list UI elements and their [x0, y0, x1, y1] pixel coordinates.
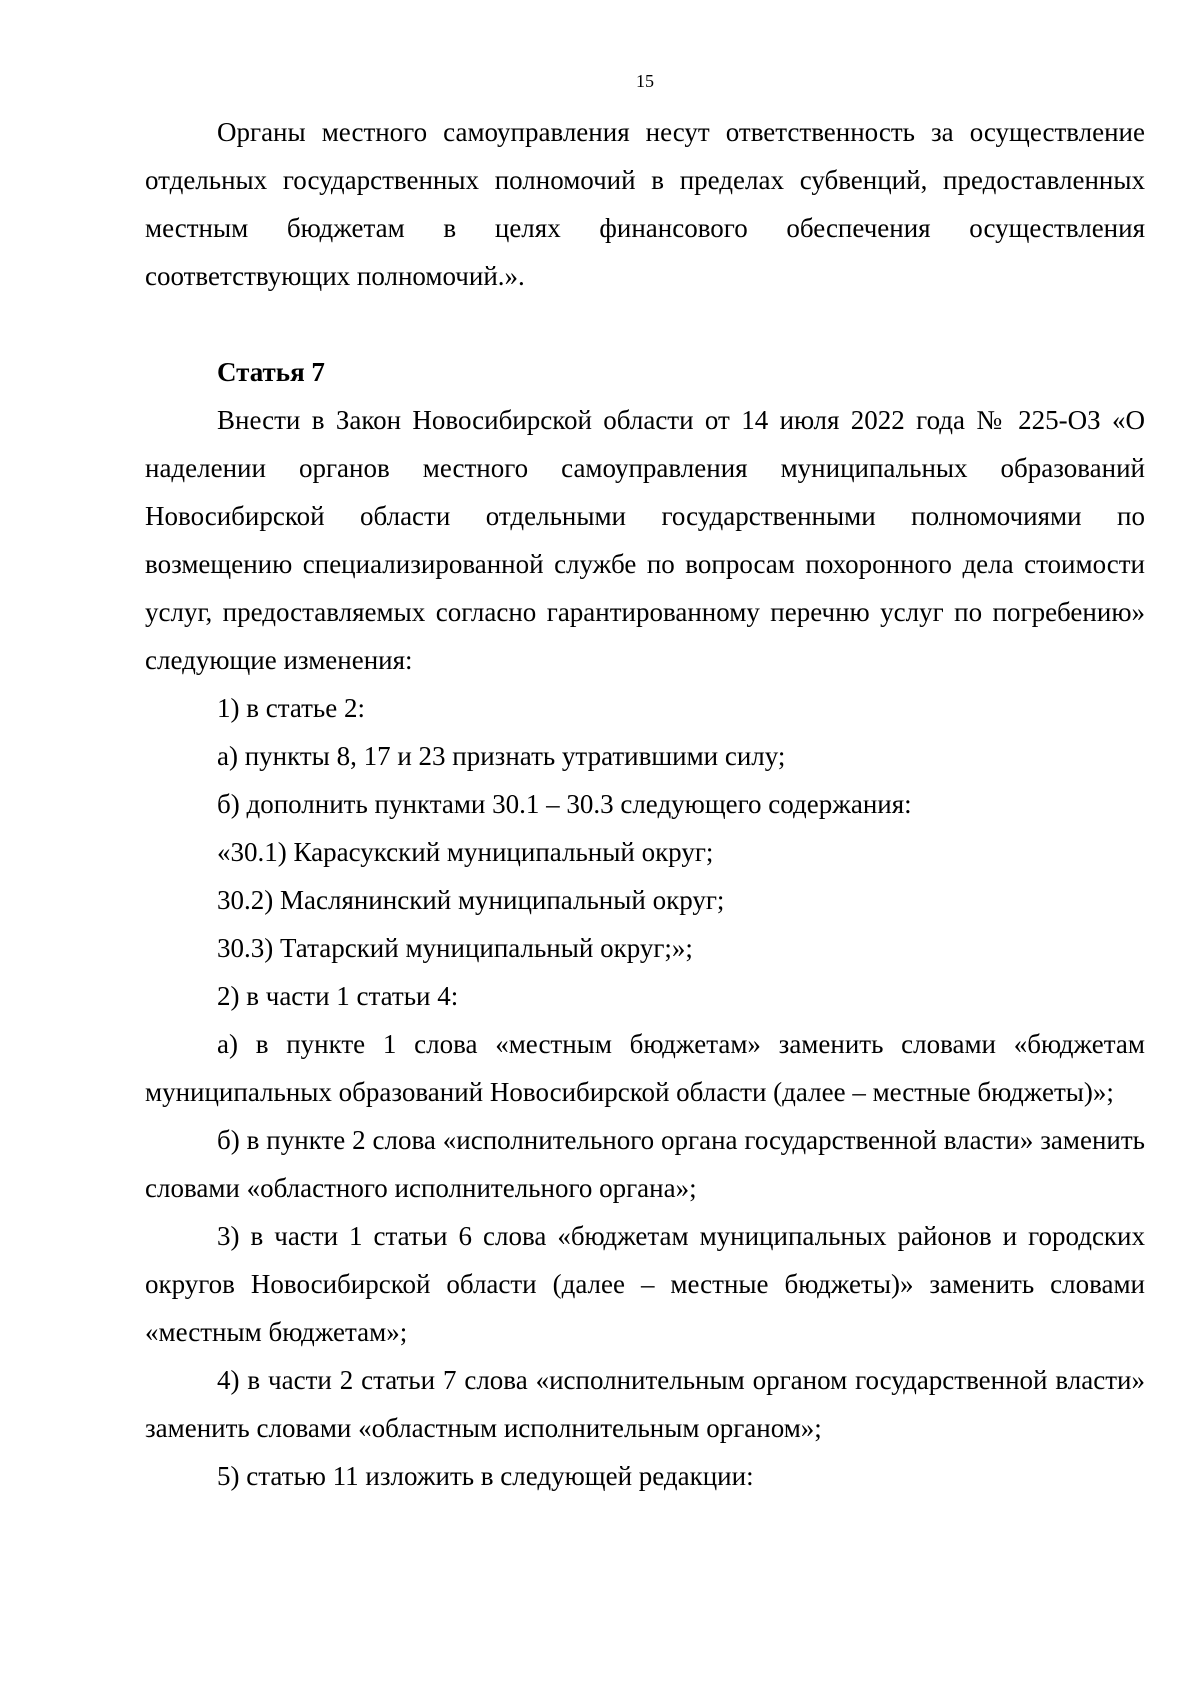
article-heading: Статья 7 [217, 357, 325, 387]
list-item-5: 5) статью 11 изложить в следующей редакции: [217, 1461, 754, 1491]
list-item-3: 3) в части 1 статьи 6 слова «бюджетам муниципальных районов и городских округов Новосибирской области (далее – местные бюджеты)» заменить словами «местным бюджетам»; [145, 1221, 1145, 1347]
paragraph-responsibility: Органы местного самоуправления несут ответственность за осуществление отдельных государственных полномочий в пределах субвенций, предоставленных местным бюджетам в целях финансового обеспечения осуществления соответствующих полномочий.». [145, 117, 1145, 291]
list-item-1b: б) дополнить пунктами 30.1 – 30.3 следующего содержания: [217, 789, 912, 819]
list-item-2a: а) в пункте 1 слова «местным бюджетам» заменить словами «бюджетам муниципальных образований Новосибирской области (далее – местные бюджеты)»; [145, 1029, 1145, 1107]
document-body [145, 108, 1145, 1500]
list-item-30-1: «30.1) Карасукский муниципальный округ; [217, 837, 714, 867]
list-item-1: 1) в статье 2: [217, 693, 365, 723]
paragraph-amendment-intro: Внести в Закон Новосибирской области от 14 июля 2022 года № 225-ОЗ «О наделении органов местного самоуправления муниципальных образований Новосибирской области отдельными государственными полномочиями по возмещению специализированной службе по вопросам похоронного дела стоимости услуг, предоставляемых согласно гарантированному перечню услуг по погребению» следующие изменения: [145, 405, 1145, 675]
document-page [145, 0, 1145, 1697]
list-item-1a: а) пункты 8, 17 и 23 признать утратившими силу; [217, 741, 786, 771]
list-item-2b: б) в пункте 2 слова «исполнительного органа государственной власти» заменить словами «областного исполнительного органа»; [145, 1125, 1145, 1203]
list-item-30-2: 30.2) Маслянинский муниципальный округ; [217, 885, 725, 915]
list-item-30-3: 30.3) Татарский муниципальный округ;»; [217, 933, 693, 963]
list-item-4: 4) в части 2 статьи 7 слова «исполнительным органом государственной власти» заменить словами «областным исполнительным органом»; [145, 1365, 1145, 1443]
page-number: 15 [636, 71, 654, 91]
list-item-2: 2) в части 1 статьи 4: [217, 981, 459, 1011]
